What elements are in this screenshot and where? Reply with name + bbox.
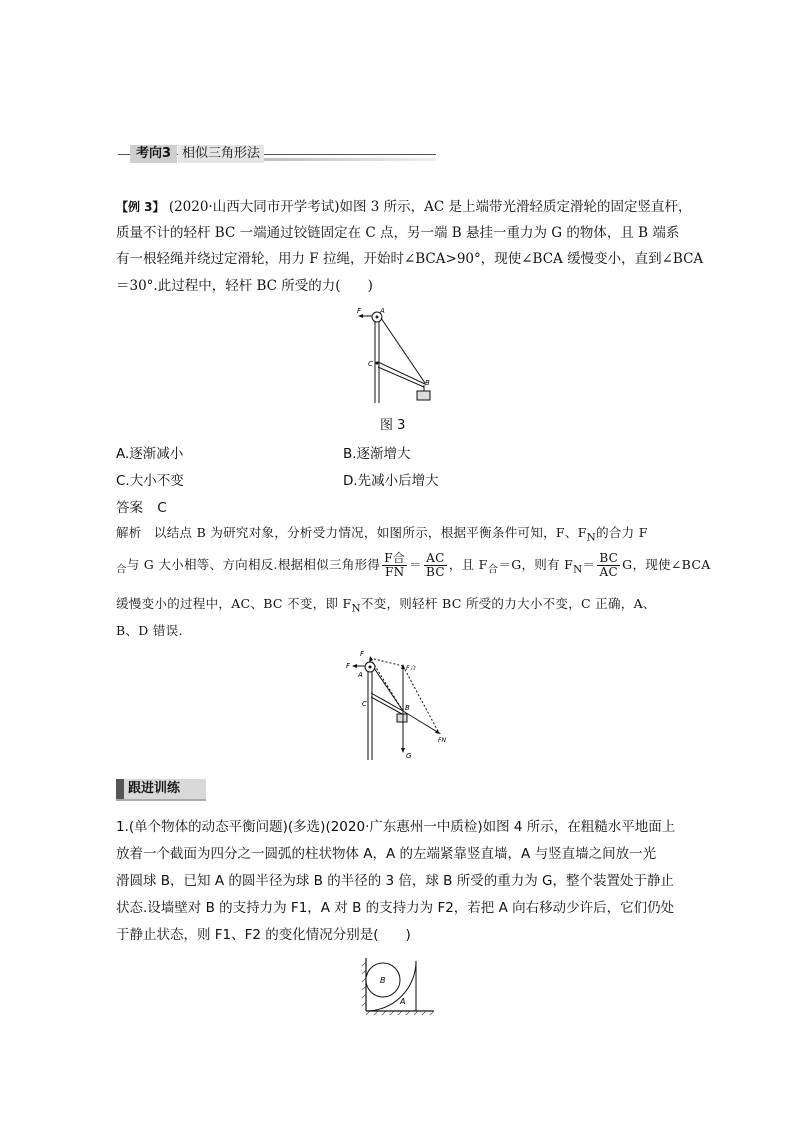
analysis-text-3: 缓慢变小的过程中，AC、BC 不变，即 F [116,596,352,611]
sub-n-2: N [573,563,583,576]
frac3-den: AC [599,565,618,579]
fd-arrow-f2-icon [369,656,373,662]
section-header-gradient [253,158,436,161]
sub-he-1: 合 [116,563,127,576]
fd-label-fn: FN [438,737,446,744]
fd-label-c: C [362,700,367,708]
rod-bc-bottom [378,367,424,387]
label-c: C [368,360,373,368]
label-f: F [357,307,362,315]
example-tag: 【例 3】 [116,200,165,214]
answer-label: 答案 [116,500,143,516]
fd-pulley-axle [369,666,372,669]
training-header-bar [116,779,124,799]
frac2-den: BC [425,565,445,579]
analysis-line-1 [116,523,648,548]
fd-label-f2: F [346,662,351,670]
analysis-line-3 [116,594,656,619]
hinge-c [376,362,379,365]
eq-2: ＝ [582,557,596,572]
analysis-mid: ，且 F [448,557,488,572]
pulley-axle [376,316,379,319]
frac2-num: AC [424,552,447,566]
q1-line-5: 于静止状态，则 F1、F2 的变化情况分别是( ) [116,927,411,943]
q1-line-2: 放着一个截面为四分之一圆弧的柱状物体 A，A 的左端紧靠竖直墙，A 与竖直墙之间放一光 [116,846,657,862]
training-header-text: 跟进训练 [128,781,181,796]
fd-rod-bc [371,693,403,711]
example-text-1: (2020·山西大同市开学考试)如图 3 所示，AC 是上端带光滑轻质定滑轮的固定竖直杆， [168,199,692,215]
fd-fn-line [403,711,439,733]
frac3-num: BC [599,551,619,565]
answer-line [116,496,167,516]
analysis-text-1: 以结点 B 为研究对象，分析受力情况，如图所示，根据平衡条件可知，F、F [153,525,587,540]
section-header [118,145,436,167]
figure-3 [355,305,445,405]
section-title: 相似三角形法 [178,145,264,163]
weight-block [417,391,430,400]
fd-arrow-g-icon [401,748,405,753]
q1-line-4: 状态.设墙壁对 B 的支持力为 F1，A 对 B 的支持力为 F2，若把 A 向右移动少许后，它们仍处 [116,900,675,916]
fd-label-g: G [406,752,412,760]
sub-n-1: N [586,531,597,544]
option-a: A.逐渐减小 [116,446,184,462]
sub-n-3: N [351,602,361,615]
fraction-3 [597,552,620,579]
fd-dashed-1 [403,666,439,733]
analysis-mid2: ＝G，则有 F [498,557,574,572]
wall-hatch [362,962,366,1006]
label-b: B [425,379,430,387]
answer-value: C [157,500,167,516]
analysis-tail2: G，现使∠BCA [622,557,711,572]
section-tag: 考向3 [130,145,177,163]
fd-f-extension [370,658,403,711]
option-c: C.大小不变 [116,473,184,489]
fd-label-a: A [358,671,363,679]
force-diagram [340,648,455,763]
training-header [116,779,206,799]
figure-3-caption: 图 3 [380,418,406,433]
analysis-line-2 [116,552,711,580]
fig4-label-a: A [400,997,406,1006]
fraction-2 [424,552,447,579]
training-header-underline [116,799,206,801]
sub-he-2: 合 [487,563,499,576]
fd-weight [397,714,407,722]
label-a: A [380,307,385,315]
q1-line-3: 滑圆球 B，已知 A 的圆半径为球 B 的半径的 3 倍，球 B 所受的重力为 G，整个装置处于静止 [116,873,674,889]
fd-rope-ab [374,668,403,711]
frac1-den: FN [384,565,405,579]
analysis-label: 解析 [116,525,142,540]
fd-label-b: B [405,704,410,712]
example-line-3: 有一根轻绳并绕过定滑轮，用力 F 拉绳，开始时∠BCA>90°，现使∠BCA 缓慢变小，直到∠BCA [116,251,704,267]
fd-arrow-f-icon [352,664,357,668]
analysis-text-1b: 的合力 F [596,525,648,540]
eq-1: ＝ [409,557,422,572]
frac1-num: F合 [384,551,406,565]
example-line-4: ＝30°.此过程中，轻杆 BC 所受的力( ) [116,278,373,294]
example-line-2: 质量不计的轻杆 BC 一端通过铰链固定在 C 点，另一端 B 悬挂一重力为 G 的物体，且 B 端系 [116,225,680,241]
analysis-text-2: 与 G 大小相等、方向相反.根据相似三角形得 [126,557,381,572]
option-b: B.逐渐增大 [343,446,411,462]
fraction-1 [382,552,407,579]
option-d: D.先减小后增大 [343,473,439,489]
q1-line-1: 1.(单个物体的动态平衡问题)(多选)(2020·广东惠州一中质检)如图 4 所示，在粗糙水平地面上 [116,819,676,835]
fd-label-f: F [360,650,365,658]
fd-label-fhe: F合 [406,665,416,672]
fig4-label-b: B [380,976,386,985]
figure-4 [360,956,436,1018]
fd-rod-bc-2 [371,697,402,714]
analysis-line-4: B、D 错误. [116,623,183,638]
analysis-text-3b: 不变，则轻杆 BC 所受的力大小不变，C 正确，A、 [360,596,656,611]
example-line-1 [116,197,692,217]
